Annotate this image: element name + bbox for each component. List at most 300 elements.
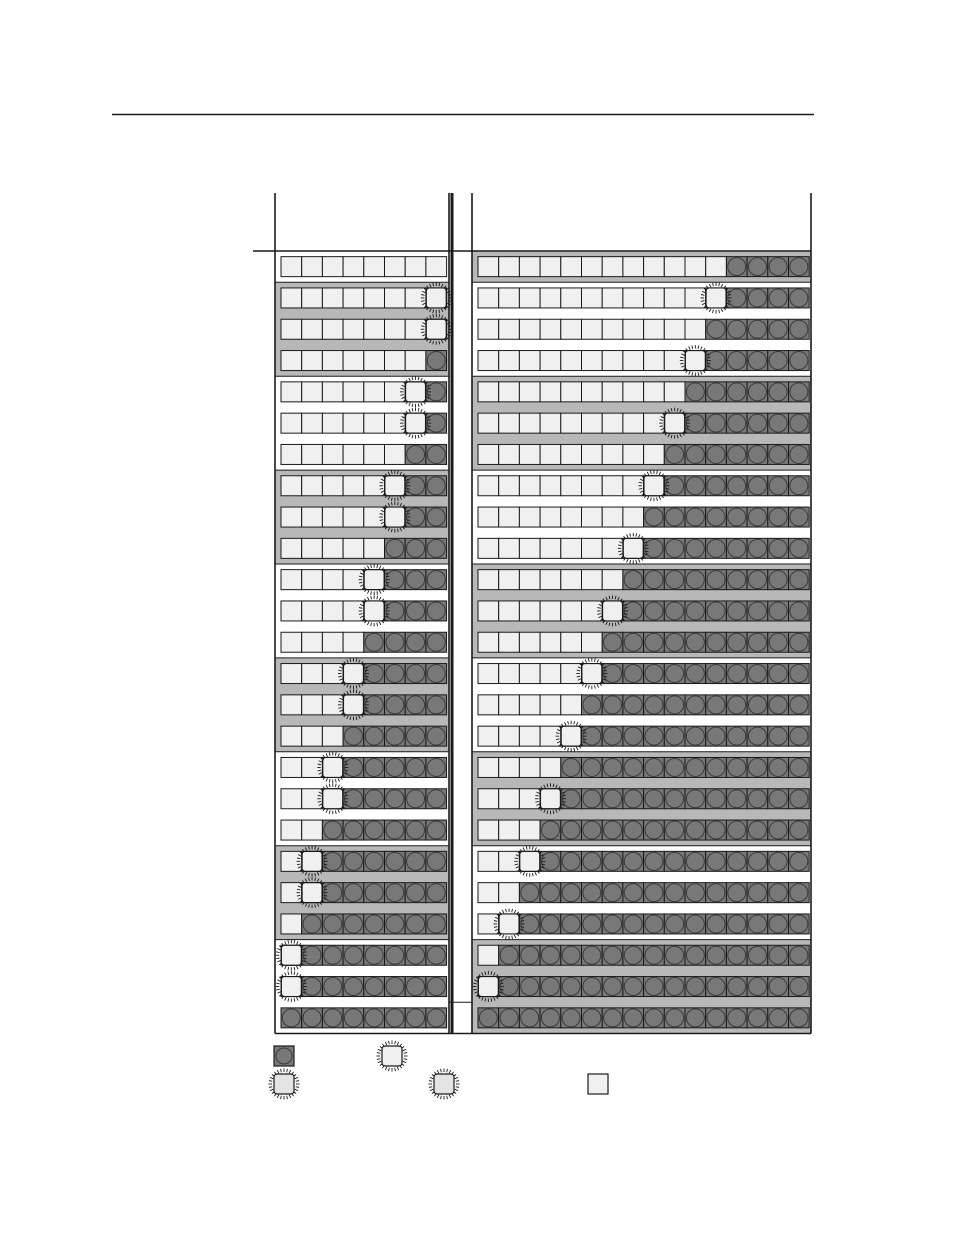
led-solid: [664, 945, 685, 965]
led-off: [644, 351, 665, 371]
led-off: [322, 257, 343, 277]
led-solid: [623, 695, 644, 715]
led-off: [561, 257, 582, 277]
led-off: [582, 632, 603, 652]
led-solid: [726, 945, 747, 965]
led-off: [364, 257, 385, 277]
led-solid: [706, 664, 727, 684]
led-off: [561, 695, 582, 715]
led-off: [519, 351, 540, 371]
led-solid: [540, 820, 561, 840]
led-off: [302, 288, 323, 308]
led-solid: [602, 757, 623, 777]
led-solid: [405, 726, 426, 746]
led-off: [582, 351, 603, 371]
led-solid: [768, 883, 789, 903]
led-solid: [747, 288, 768, 308]
led-solid: [768, 382, 789, 402]
led-solid: [364, 883, 385, 903]
led-solid: [623, 1008, 644, 1028]
led-solid: [685, 851, 706, 871]
led-off: [519, 570, 540, 590]
led-solid: [664, 695, 685, 715]
right-row: [478, 820, 809, 840]
led-off: [644, 382, 665, 402]
led-off: [405, 351, 426, 371]
led-solid: [405, 664, 426, 684]
led-solid: [322, 977, 343, 997]
left-row: [281, 351, 447, 371]
led-solid: [385, 695, 406, 715]
led-solid: [664, 851, 685, 871]
led-solid: [726, 977, 747, 997]
led-solid: [602, 789, 623, 809]
led-solid: [789, 664, 810, 684]
led-off: [582, 319, 603, 339]
led-off: [478, 726, 499, 746]
led-solid: [789, 883, 810, 903]
led-solid: [623, 977, 644, 997]
led-solid: [768, 664, 789, 684]
led-solid: [385, 977, 406, 997]
led-solid: [499, 945, 520, 965]
led-solid: [582, 1008, 603, 1028]
led-solid: [623, 820, 644, 840]
led-solid: [582, 789, 603, 809]
led-solid: [322, 820, 343, 840]
right-row: [478, 345, 809, 376]
led-solid: [582, 945, 603, 965]
led-solid: [426, 476, 447, 496]
led-solid: [519, 977, 540, 997]
led-solid: [644, 507, 665, 527]
led-off: [302, 570, 323, 590]
led-solid: [664, 1008, 685, 1028]
led-solid: [519, 1008, 540, 1028]
led-off: [478, 695, 499, 715]
led-solid: [685, 726, 706, 746]
led-solid: [789, 351, 810, 371]
led-off: [582, 538, 603, 558]
led-solid: [582, 883, 603, 903]
led-off: [478, 351, 499, 371]
led-solid: [706, 476, 727, 496]
left-row: [281, 820, 447, 840]
led-solid: [582, 757, 603, 777]
led-solid: [726, 257, 747, 277]
led-solid: [768, 601, 789, 621]
led-off: [281, 601, 302, 621]
led-off: [302, 413, 323, 433]
led-off: [540, 632, 561, 652]
led-off: [602, 351, 623, 371]
led-off: [343, 382, 364, 402]
led-solid: [540, 945, 561, 965]
led-solid: [343, 726, 364, 746]
led-off: [499, 632, 520, 652]
led-off: [561, 570, 582, 590]
led-solid: [582, 851, 603, 871]
led-off: [519, 601, 540, 621]
led-off: [385, 257, 406, 277]
led-off: [499, 476, 520, 496]
led-solid: [561, 977, 582, 997]
led-off: [281, 257, 302, 277]
led-solid: [602, 632, 623, 652]
led-solid: [644, 664, 665, 684]
led-off: [561, 538, 582, 558]
right-row: [478, 883, 809, 903]
led-off: [478, 257, 499, 277]
led-off: [322, 288, 343, 308]
led-off: [302, 601, 323, 621]
led-solid: [385, 820, 406, 840]
led-solid: [706, 319, 727, 339]
led-solid: [405, 601, 426, 621]
led-off: [582, 476, 603, 496]
led-off: [602, 257, 623, 277]
led-solid: [644, 945, 665, 965]
led-solid: [747, 444, 768, 464]
led-off: [322, 601, 343, 621]
led-solid: [602, 914, 623, 934]
led-solid: [519, 883, 540, 903]
led-solid: [385, 945, 406, 965]
led-off: [582, 570, 603, 590]
led-off: [343, 413, 364, 433]
led-solid: [664, 664, 685, 684]
right-row: [478, 282, 809, 313]
led-off: [499, 538, 520, 558]
led-solid: [426, 444, 447, 464]
led-solid: [747, 538, 768, 558]
led-off: [302, 726, 323, 746]
led-solid: [706, 789, 727, 809]
led-solid: [789, 695, 810, 715]
led-off: [302, 507, 323, 527]
led-solid: [747, 257, 768, 277]
right-row: [478, 470, 809, 501]
led-solid: [561, 945, 582, 965]
led-off: [685, 257, 706, 277]
led-off: [281, 413, 302, 433]
led-off: [561, 382, 582, 402]
led-solid: [426, 632, 447, 652]
led-solid: [747, 789, 768, 809]
led-off: [519, 476, 540, 496]
led-solid: [789, 820, 810, 840]
led-solid: [426, 851, 447, 871]
led-off: [385, 444, 406, 464]
led-off: [499, 757, 520, 777]
led-solid: [768, 695, 789, 715]
led-off: [561, 632, 582, 652]
led-off: [281, 757, 302, 777]
led-off: [343, 319, 364, 339]
led-solid: [768, 288, 789, 308]
led-off: [281, 820, 302, 840]
led-solid: [685, 914, 706, 934]
led-off: [322, 319, 343, 339]
right-row: [478, 846, 809, 877]
led-off: [499, 695, 520, 715]
led-off: [582, 413, 603, 433]
led-off: [302, 351, 323, 371]
led-off: [322, 351, 343, 371]
led-solid: [685, 945, 706, 965]
led-solid: [385, 1008, 406, 1028]
led-solid: [706, 632, 727, 652]
led-off: [281, 632, 302, 652]
led-solid: [602, 695, 623, 715]
led-solid: [405, 914, 426, 934]
led-solid: [582, 695, 603, 715]
right-panel-led-grid: [473, 257, 809, 1028]
led-off: [343, 257, 364, 277]
led-off: [664, 257, 685, 277]
led-off: [582, 444, 603, 464]
led-off: [405, 257, 426, 277]
led-solid: [644, 632, 665, 652]
led-off: [281, 789, 302, 809]
led-off: [561, 351, 582, 371]
led-solid: [540, 883, 561, 903]
led-solid: [405, 1008, 426, 1028]
led-off: [302, 319, 323, 339]
led-off: [478, 413, 499, 433]
led-off: [322, 444, 343, 464]
led-solid: [426, 820, 447, 840]
led-solid: [343, 1008, 364, 1028]
led-solid: [385, 726, 406, 746]
led-solid: [426, 601, 447, 621]
led-off: [343, 507, 364, 527]
led-off: [281, 288, 302, 308]
led-solid: [623, 664, 644, 684]
led-off: [281, 319, 302, 339]
led-solid: [623, 945, 644, 965]
led-off: [281, 444, 302, 464]
led-off: [519, 820, 540, 840]
led-solid: [664, 757, 685, 777]
led-off: [499, 507, 520, 527]
led-off: [644, 319, 665, 339]
led-solid: [747, 695, 768, 715]
led-off: [623, 413, 644, 433]
led-solid: [747, 820, 768, 840]
led-solid: [364, 632, 385, 652]
led-solid: [706, 945, 727, 965]
led-off: [519, 444, 540, 464]
led-solid: [685, 789, 706, 809]
led-off: [281, 695, 302, 715]
led-off: [478, 570, 499, 590]
led-solid: [768, 538, 789, 558]
led-solid: [768, 977, 789, 997]
led-solid: [644, 851, 665, 871]
led-solid: [747, 945, 768, 965]
led-solid: [582, 977, 603, 997]
led-off: [519, 413, 540, 433]
led-solid: [499, 1008, 520, 1028]
led-off: [602, 288, 623, 308]
led-solid: [385, 664, 406, 684]
led-off: [322, 632, 343, 652]
led-off: [664, 382, 685, 402]
led-solid: [602, 851, 623, 871]
led-solid: [426, 507, 447, 527]
led-solid: [706, 726, 727, 746]
led-off: [540, 507, 561, 527]
led-solid: [426, 351, 447, 371]
led-off: [540, 570, 561, 590]
led-off: [478, 820, 499, 840]
led-solid: [664, 538, 685, 558]
led-off: [364, 319, 385, 339]
left-row: [281, 783, 447, 814]
led-solid: [706, 382, 727, 402]
led-off: [540, 601, 561, 621]
led-off: [343, 351, 364, 371]
led-solid: [789, 382, 810, 402]
led-off: [685, 319, 706, 339]
led-solid: [364, 820, 385, 840]
led-off: [519, 664, 540, 684]
led-off: [519, 632, 540, 652]
led-off: [561, 288, 582, 308]
led-off: [602, 382, 623, 402]
led-solid: [664, 507, 685, 527]
led-solid: [343, 820, 364, 840]
right-row: [478, 570, 809, 590]
led-solid: [768, 413, 789, 433]
led-solid: [726, 757, 747, 777]
led-solid: [768, 444, 789, 464]
led-solid: [685, 507, 706, 527]
right-row: [478, 444, 809, 464]
led-solid: [789, 444, 810, 464]
led-solid: [706, 914, 727, 934]
led-solid: [644, 883, 665, 903]
led-off: [385, 351, 406, 371]
led-off: [540, 413, 561, 433]
led-off: [561, 476, 582, 496]
led-solid: [726, 632, 747, 652]
led-solid: [644, 601, 665, 621]
led-solid: [706, 444, 727, 464]
led-off: [281, 476, 302, 496]
led-solid: [582, 914, 603, 934]
led-off: [385, 319, 406, 339]
led-solid: [644, 726, 665, 746]
led-solid: [726, 789, 747, 809]
led-solid: [364, 977, 385, 997]
led-off: [499, 288, 520, 308]
led-off: [602, 413, 623, 433]
led-off: [478, 476, 499, 496]
led-solid: [685, 977, 706, 997]
led-off: [322, 726, 343, 746]
led-solid: [789, 601, 810, 621]
led-solid: [664, 789, 685, 809]
led-off: [582, 257, 603, 277]
led-solid: [747, 570, 768, 590]
led-solid: [706, 413, 727, 433]
led-solid: [789, 257, 810, 277]
led-off: [602, 570, 623, 590]
led-off: [343, 444, 364, 464]
led-solid: [478, 1008, 499, 1028]
led-solid: [789, 413, 810, 433]
led-off: [540, 476, 561, 496]
right-row: [478, 533, 809, 564]
flashing-light-led-icon: [429, 1069, 460, 1100]
led-solid: [623, 632, 644, 652]
led-off: [281, 538, 302, 558]
led-off: [302, 257, 323, 277]
led-solid: [747, 883, 768, 903]
led-solid: [426, 695, 447, 715]
led-solid: [364, 1008, 385, 1028]
led-solid: [747, 319, 768, 339]
led-off: [519, 757, 540, 777]
led-solid: [385, 883, 406, 903]
led-off: [478, 664, 499, 684]
led-solid: [602, 1008, 623, 1028]
led-off: [623, 319, 644, 339]
led-off: [519, 726, 540, 746]
led-solid: [602, 883, 623, 903]
led-off: [478, 444, 499, 464]
led-solid: [726, 319, 747, 339]
led-off: [519, 695, 540, 715]
led-solid: [644, 757, 665, 777]
led-solid: [405, 977, 426, 997]
led-solid: [685, 1008, 706, 1028]
led-solid: [706, 883, 727, 903]
led-off: [561, 444, 582, 464]
led-off: [561, 319, 582, 339]
led-solid: [540, 977, 561, 997]
led-solid: [561, 757, 582, 777]
led-off: [540, 538, 561, 558]
led-off: [499, 601, 520, 621]
led-solid: [405, 632, 426, 652]
led-off: [540, 757, 561, 777]
led-solid: [426, 664, 447, 684]
led-solid: [322, 945, 343, 965]
led-off: [602, 476, 623, 496]
led-solid: [644, 789, 665, 809]
led-solid: [726, 570, 747, 590]
left-row: [281, 538, 447, 558]
led-solid: [706, 757, 727, 777]
led-off: [343, 538, 364, 558]
led-off: [540, 382, 561, 402]
led-off: [322, 476, 343, 496]
led-solid: [726, 664, 747, 684]
led-solid: [623, 570, 644, 590]
led-off: [519, 382, 540, 402]
led-solid: [726, 695, 747, 715]
led-off: [322, 507, 343, 527]
right-row: [478, 945, 809, 965]
led-solid: [789, 757, 810, 777]
solid-led-icon: [274, 1046, 294, 1066]
led-off: [343, 288, 364, 308]
led-off: [644, 288, 665, 308]
led-solid: [644, 977, 665, 997]
